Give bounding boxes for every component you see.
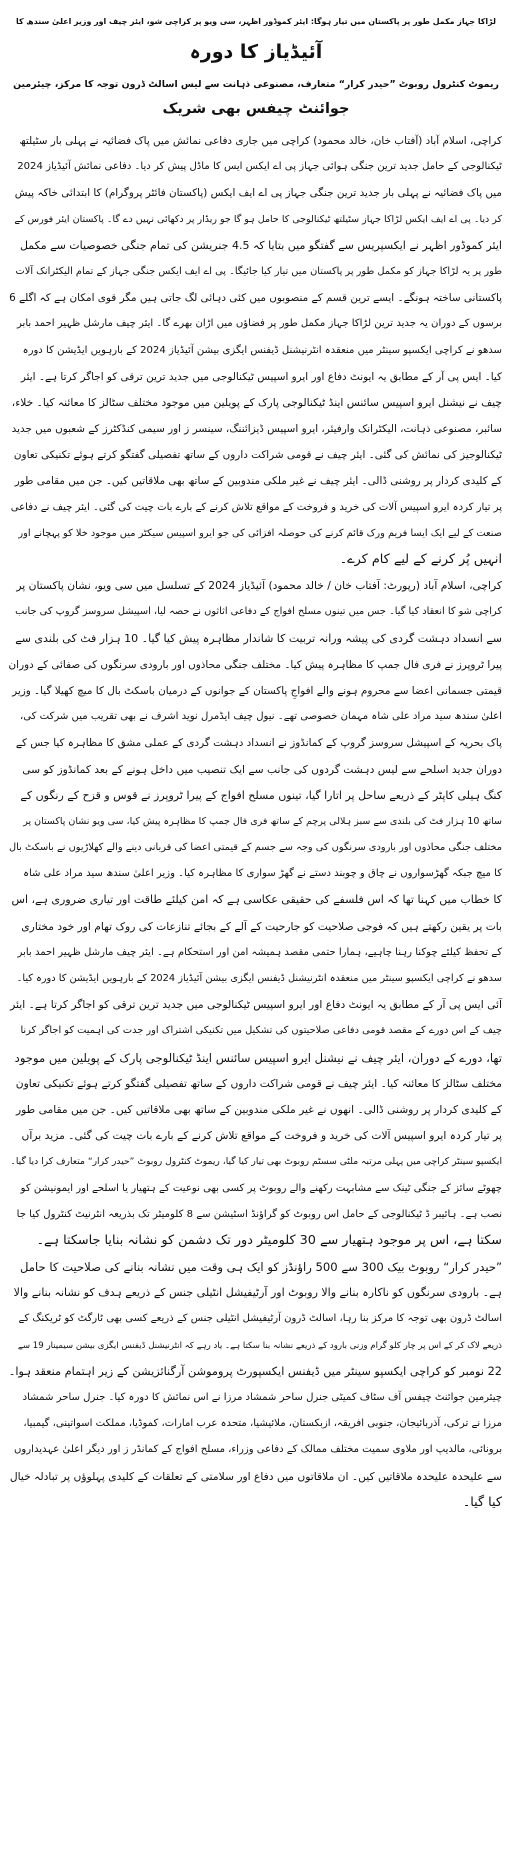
article-body	[10, 128, 502, 1516]
paragraph-line: کے تحفظ کیلئے چوکنا رہنا چاہیے، ہمارا حتمی مقصد ہمیشہ امن اور استحکام ہے۔ ایئر چیف مارشل ظہیر احمد بابر	[17, 946, 502, 958]
paragraph-line: تھا، دورے کے دوران، ایئر چیف نے نیشنل ایرو اسپیس سائنس اینڈ ٹیکنالوجی پارک کے پویلین میں موجود	[14, 1050, 502, 1065]
paragraph-line: کنگ ہیلی کاپٹر کے ذریعے ساحل پر اتارا گیا، تینوں مسلح افواج کے پیرا ٹروپرز نے قوس و قزح کے رنگوں کے	[20, 788, 502, 802]
article-headline	[10, 6, 502, 68]
paragraph-line: سکتا ہے، اس پر موجود ہتھیار سے 30 کلومیٹر دور تک دشمن کو نشانہ بنایا جاسکتا ہے۔	[36, 1232, 502, 1248]
paragraph-line: طور پر یہ لڑاکا جہاز کو مکمل طور پر پاکستان میں تیار کیا جائیگا۔ پی اے ایف ایکس جنگی جہاز کے تمام الیکٹرانک آلات	[15, 265, 502, 277]
paragraph-line: چھوٹے سائز کے جنگی ٹینک سے مشابہت رکھنے والے روبوٹ پر کسی بھی نوعیت کے ہتھیار یا اسلحے اور ایمونیشن کو	[20, 1182, 502, 1194]
paragraph-line: پاک بحریہ کے اسپیشل سروسز گروپ کے کمانڈوز نے انسداد دہشت گردی کے عملی مشق کا مظاہرہ کیا جس کے	[15, 737, 502, 750]
paragraph-line: ٹیکنالوجیز کی نمائش کی گئی۔ ایئر چیف نے قومی شراکت داروں کے ساتھ تفصیلی گفتگو کرتے ہوئے تکنیکی تعاون	[13, 449, 502, 462]
paragraph-line: کے کلیدی کردار پر روشنی ڈالی۔ ایئر چیف نے غیر ملکی مندوبین کے ساتھ بھی ملاقاتیں کیں۔ جن میں مقامی طور	[14, 475, 502, 488]
article-paragraph	[10, 573, 502, 1254]
paragraph-line: دوران جدید اسلحے سے لیس دہشت گردوں کی جانب سے ایک تنصیب میں داخل ہونے کے بعد کمانڈوز کو سی	[22, 762, 502, 776]
paragraph-line: سے علیحدہ علیحدہ ملاقاتیں کیں۔ ان ملاقاتوں میں دفاع اور سلامتی کے تعلقات کے کلیدی پہلوؤں پر تبادلہ خیال	[9, 1469, 502, 1483]
paragraph-line: ایئر کموڈور اظہر نے ایکسپریس سے گفتگو میں بتایا کہ 4.5 جنریشن کی تمام جنگی خصوصیات سے مکمل	[19, 238, 502, 252]
paragraph-line: کراچی، اسلام آباد (آفتاب خان، خالد محمود) کراچی میں جاری دفاعی نمائش میں پاک فضائیہ نے پہلی بار سٹیلتھ	[19, 135, 502, 147]
paragraph-line: چیئرمین جوائنٹ چیفس آف سٹاف کمیٹی جنرل ساحر شمشاد مرزا نے اس نمائش کا دورہ کیا۔ جنرل ساحر شمشاد	[22, 1392, 502, 1403]
paragraph-line: 22 نومبر کو کراچی ایکسپو سینٹر میں ڈیفنس ایکسپورٹ پروموشن آرگنائزیشن کے زیر اہتمام منعقد ہوا۔	[8, 1364, 502, 1378]
paragraph-line: سدھو نے کراچی ایکسپو سینٹر میں منعقدہ انٹرنیشنل ڈیفنس ایگزی بیشن آئیڈیاز 2024 کے بارہویں ایڈیشن کا دورہ	[22, 344, 502, 356]
paragraph-line: سائبر، مصنوعی ذہانت، الیکٹرانک وارفیئر، ایرو اسپیس ڈیزائننگ، سینسر ز اور سیمی کنڈکٹرز کے شعبوں میں جدید	[11, 423, 502, 436]
paragraph-line: ہے۔ بارودی سرنگوں کو ناکارہ بنانے والا روبوٹ اور آرٹیفیشل انٹیلی جنس کے ذریعے ہدف کو نشانہ بنانے والا	[13, 1286, 502, 1300]
paragraph-line: کے کلیدی کردار پر روشنی ڈالی۔ انھوں نے غیر ملکی مندوبین کے ساتھ بھی ملاقاتیں کیں۔ جن میں مقامی طور	[16, 1102, 502, 1116]
paragraph-line: اعلیٰ سندھ سید مراد علی شاہ مہمان خصوصی تھے۔ نیول چیف ایڈمرل نوید اشرف نے بھی تقریب میں شرکت کی،	[19, 711, 502, 723]
paragraph-line: مختلف جنگی محاذوں اور بارودی سرنگوں کی وجہ سے جسم کے قیمتی اعضا کی قربانی دینے والے کھلاڑیوں نے باسکٹ بال	[9, 842, 502, 854]
paragraph-line: کر دیا۔ پی اے ایف ایکس لڑاکا جہاز سٹیلتھ ٹیکنالوجی کا حامل ہو گا جو ریڈار پر دکھائی نہیں دے گا۔ پاکستان ایئر فورس کے	[14, 213, 502, 225]
paragraph-line: قیمتی جسمانی اعضا سے محروم ہونے والے افواجِ پاکستان کے جوانوں کے درمیان باسکٹ بال کا میچ کھیلا گیا۔ وزیر	[12, 684, 502, 697]
paragraph-line: بات پر یقین رکھتے ہیں کہ فوجی صلاحیت کو جارحیت کے آلے کے بجائے تنازعات کی روک تھام اور خود مختاری	[21, 919, 502, 933]
paragraph-line: ٹیکنالوجی کے حامل جدید ترین جنگی ہوائی جہاز پی اے ایکس ایس کا ماڈل پیش کر دیا۔ دفاعی نمائش آئیڈیاز 2024	[17, 161, 502, 173]
paragraph-line: انہیں پُر کرنے کے لیے کام کرے۔	[339, 552, 502, 567]
paragraph-line: ایکسپو سینٹر کراچی میں پہلی مرتبہ ملٹی سسٹم روبوٹ بھی تیار کیا گیا، ریموٹ کنٹرول روبوٹ ”حیدر کرار“ متعارف کرا دیا گیا۔	[10, 1156, 502, 1168]
subheadline-line: ریموٹ کنٹرول روبوٹ ”حیدر کرار“ متعارف، مصنوعی ذہانت سے لیس اسالٹ ڈرون توجہ کا مرکز، چیئرمین	[13, 79, 499, 90]
paragraph-line: مختلف سٹالز کا معائنہ کیا۔ ایئر چیف نے قومی شراکت داروں کے ساتھ تفصیلی گفتگو کرتے ہوئے تکنیکی تعاون	[15, 1076, 502, 1090]
paragraph-line: سدھو نے کراچی ایکسپو سینٹر میں منعقدہ انٹرنیشنل ڈیفنس ایگزی بیشن آئیڈیاز 2024 کے بارہویں ایڈیشن کا دورہ کیا۔	[16, 973, 502, 984]
paragraph-line: چیف نے نیشنل ایرو اسپیس سائنس اینڈ ٹیکنالوجی پارک کے پویلین میں موجود مختلف سٹالز کا معائنہ کیا۔ خلاء،	[11, 395, 502, 409]
paragraph-line: مرزا نے ترکی، آذربائیجان، جنوبی افریقہ، ازبکستان، ملائیشیا، متحدہ عرب امارات، کموڈیا، مملکت اسواتینی، گیمبیا،	[23, 1418, 502, 1430]
paragraph-line: پر تیار کردہ ایرو اسپیس آلات کی خرید و فروخت کے مواقع تلاش کرنے کے بارے بات چیت کی گئی۔ ایئر چیف نے دفاعی	[10, 501, 502, 513]
paragraph-line: برسوں کے دوران یہ جدید ترین لڑاکا جہاز مکمل طور پر فضاؤں میں اڑان بھرے گا۔ ایئر چیف مارشل ظہیر احمد بابر	[16, 318, 502, 330]
paragraph-line: کراچی، اسلام آباد (رپورٹ: آفتاب خان / خالد محمود) آئیڈیاز 2024 کے تسلسل میں سی ویو، نشان پاکستان پر	[16, 579, 502, 593]
headline-line: لڑاکا جہاز مکمل طور پر پاکستان میں تیار ہوگا: ایئر کموڈور اظہر، سی ویو پر کراچی شو، ایئر چیف اور وزیر اعلیٰ سندھ کا	[16, 17, 496, 26]
paragraph-line: کراچی شو کا انعقاد کیا گیا۔ جس میں تینوں مسلح افواج کے دفاعی اثاثوں نے حصہ لیا، اسپیشل سروسز گروپ کی جانب	[15, 606, 502, 618]
paragraph-line: پیرا ٹروپرز نے فری فال جمپ کا مظاہرہ پیش کیا۔ مختلف جنگی محاذوں اور بارودی سرنگوں کی صفائی کے دوران	[8, 658, 502, 671]
paragraph-line: ذریعے لاک کر کے اس پر چار کلو گرام وزنی بارود کے ذریعے نشانہ بنا سکتا ہے۔ یاد رہے کہ انٹرنیشنل ڈیفنس ایگزی بیشن سیمینار 19 سے	[17, 1340, 502, 1351]
paragraph-line: کا خطاب میں کہنا تھا کہ اس فلسفے کی حقیقی عکاسی ہے کہ امن کیلئے طاقت اور تیاری ضروری ہے، اس	[11, 893, 502, 907]
paragraph-line: اسالٹ ڈرون بھی توجہ کا مرکز بنا رہا، اسالٹ ڈرون آرٹیفیشل انٹیلی جنس کے ذریعے کسی بھی ٹارگٹ کو ٹریکنگ کے	[18, 1313, 502, 1325]
paragraph-line: چیف کے اس دورے کے مقصد قومی دفاعی صلاحیتوں کی تشکیل میں تکنیکی اشتراک اور جدت کی اہمیت کو اجاگر کرنا	[20, 1025, 502, 1037]
paragraph-line: برونائی، مالدیپ اور ملاوی سمیت مختلف ممالک کے دفاعی وزراء، مسلح افواج کے کمانڈر ز اور دیگر اعلیٰ عہدیداروں	[14, 1444, 502, 1456]
paragraph-line: ”حیدر کرار“ روبوٹ بیک 300 سے 500 راؤنڈز کو ایک ہی وقت میں نشانہ بنانے کی صلاحیت کا حامل	[20, 1260, 502, 1275]
article-subheadline	[10, 72, 502, 122]
article-paragraph	[10, 128, 502, 573]
paragraph-line: میں پاک فضائیہ نے پہلی بار جدید ترین جنگی جہاز پی اے ایف ایکس (پاکستان فائٹر پروگرام) کا ابتدائی خاکہ پیش	[14, 187, 502, 200]
paragraph-line: سے انسداد دہشت گردی کی پیشہ ورانہ تربیت کا شاندار مظاہرہ پیش کیا گیا۔ 10 ہزار فٹ کی بلندی سے	[15, 631, 502, 645]
paragraph-line: نصب ہے۔ ہائیبر ڈ ٹیکنالوجی کے حامل اس روبوٹ کو گراؤنڈ اسٹیشن سے 8 کلومیٹر تک بذریعہ انٹرنیٹ کنٹرول کیا جا	[16, 1208, 502, 1220]
paragraph-line: کیا۔ ایس پی آر کے مطابق یہ ایونٹ دفاع اور ایرو اسپیس ٹیکنالوجی میں جدید ترین ترقی کو اجاگر کرتا ہے۔ ایئر	[20, 370, 502, 383]
paragraph-line: ساتھ 10 ہزار فٹ کی بلندی سے سبز ہلالی پرچم کے ساتھ فری فال جمپ کا مظاہرہ پیش کیا، سی ویو نشان پاکستان پر	[23, 815, 502, 827]
paragraph-line: کا میچ جبکہ گھڑسواروں نے چاق و چوبند دستے نے گھڑ سواری کا مظاہرہ کیا۔ وزیر اعلیٰ سندھ سید مراد علی شاہ	[23, 868, 502, 880]
paragraph-line: پاکستانی ساختہ ہونگے۔ ایسے ترین قسم کے منصوبوں میں کئی دہائی لگ جاتی ہیں مگر قوی امکان ہے کہ اگلے 6	[9, 292, 502, 305]
article-paragraph	[10, 1254, 502, 1516]
paragraph-line: آئی ایس پی آر کے مطابق یہ ایونٹ دفاع اور ایرو اسپیس ٹیکنالوجی میں جدید ترین ترقی کو اجاگر کرتا ہے۔ ایئر	[10, 998, 502, 1012]
paragraph-line: کیا گیا۔	[462, 1494, 502, 1510]
headline-line: آئیڈیاز کا دورہ	[189, 41, 323, 63]
paragraph-line: پر تیار کردہ ایرو اسپیس آلات کی خرید و فروخت کے مواقع تلاش کرنے کے بارے بات چیت کی گئی۔ مزید برآں	[21, 1129, 502, 1143]
subheadline-line: جوائنٹ چیفس بھی شریک	[162, 101, 350, 117]
paragraph-line: صنعت کے لیے ایک ایسا فریم ورک قائم کرنے کی حوصلہ افزائی کی جو ایرو اسپیس سیکٹر میں موجود خلا کو پہچانے اور	[18, 527, 502, 539]
